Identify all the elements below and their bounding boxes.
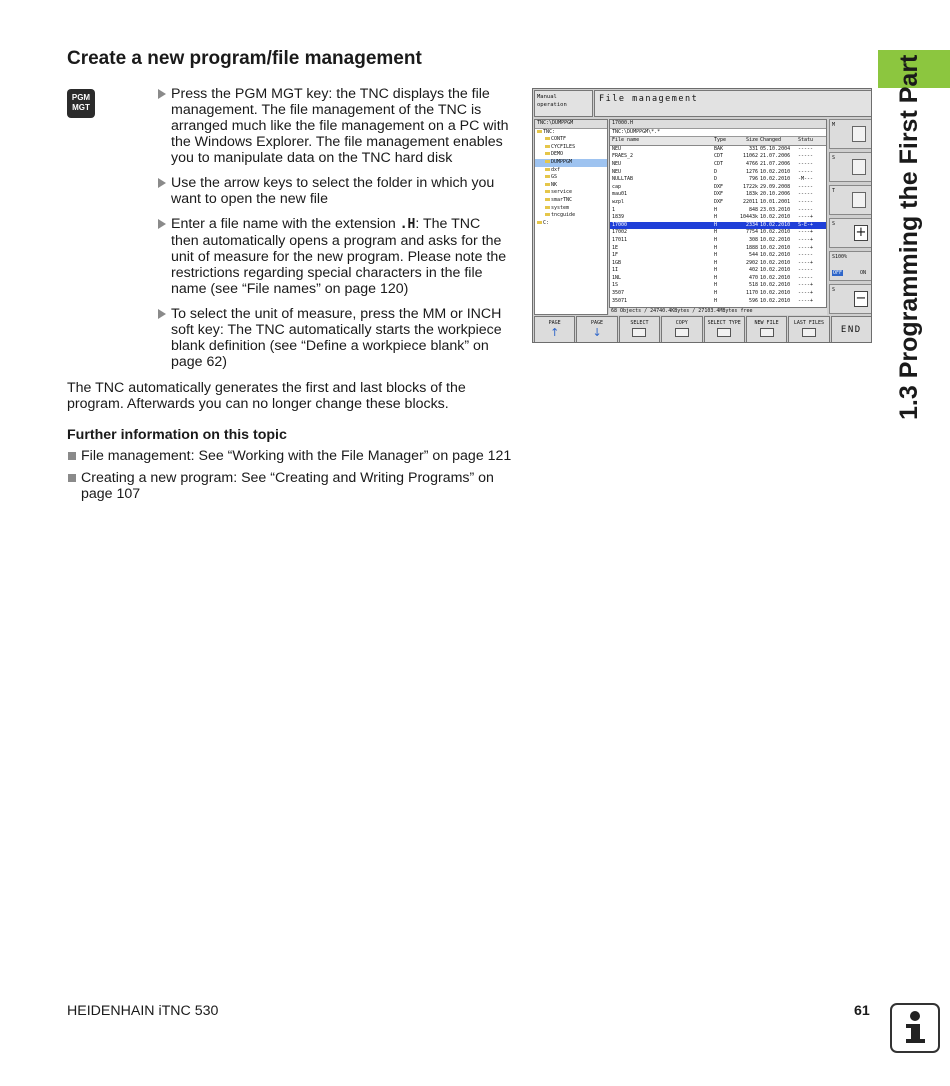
file-cell-type: H — [714, 267, 718, 274]
file-cell-status: ----+ — [798, 290, 814, 297]
softkey-copy[interactable] — [661, 316, 702, 343]
tree-node-label: GS — [551, 174, 558, 181]
file-row[interactable] — [610, 237, 826, 245]
step-arrow-icon — [158, 219, 166, 229]
tree-path: TNC:\DUMPPGM — [535, 120, 607, 129]
tree-node-label: DEMO — [551, 151, 564, 158]
tree-node-label: NK — [551, 181, 558, 188]
file-cell-type: CDT — [714, 153, 724, 160]
file-row[interactable] — [610, 184, 826, 192]
side-key-label: S — [832, 287, 836, 293]
file-cell-status: ----+ — [798, 282, 814, 289]
side-key-label: T — [832, 188, 836, 194]
file-cell-status: ----+ — [798, 244, 814, 251]
file-cell-type: H — [714, 297, 718, 304]
file-cell-type: D — [714, 176, 718, 183]
file-cell-status: ----- — [798, 267, 814, 274]
file-cell-size: 402 — [748, 267, 758, 274]
tree-node-label: TNC: — [543, 128, 556, 135]
file-cell-type: H — [714, 244, 718, 251]
side-key-t[interactable] — [829, 185, 872, 215]
softkey-row — [534, 316, 872, 343]
softkey-select[interactable] — [619, 316, 660, 343]
instruction-steps — [158, 86, 510, 379]
file-status-line: 68 Objects / 24740.4KBytes / 27103.4MBytes free — [609, 307, 827, 315]
folder-icon — [545, 160, 550, 163]
list-filter-path: TNC:\DUMPPGM\*.* — [610, 129, 826, 138]
file-cell-type: H — [714, 274, 718, 281]
file-list[interactable] — [609, 119, 827, 315]
side-key-spindle-plus[interactable] — [829, 218, 872, 248]
last-files-icon — [802, 328, 816, 337]
step-4 — [158, 306, 510, 370]
file-cell-type: H — [714, 290, 718, 297]
file-cell-size: 1170 — [745, 290, 758, 297]
file-row[interactable] — [610, 290, 826, 298]
up-arrow-icon: ↑ — [550, 326, 560, 339]
file-cell-name: mau01 — [612, 191, 628, 198]
side-key-label: S — [832, 221, 836, 227]
file-cell-name: NULLTAB — [612, 176, 634, 183]
directory-tree[interactable] — [534, 119, 608, 315]
softkey-label: SELECT — [630, 320, 649, 326]
file-row[interactable] — [610, 260, 826, 268]
pgm-mgt-key-icon — [67, 89, 95, 118]
screen-title: File management — [594, 90, 872, 117]
file-cell-name: 1GB — [612, 259, 622, 266]
softkey-label: SELECT TYPE — [707, 320, 741, 326]
file-cell-size: 4766 — [745, 160, 758, 167]
file-row[interactable] — [610, 176, 826, 184]
file-list-header — [610, 137, 826, 146]
list-item — [67, 448, 512, 464]
folder-icon — [545, 152, 550, 155]
file-cell-size: 1888 — [745, 244, 758, 251]
file-cell-size: 11062 — [742, 153, 758, 160]
tree-node[interactable] — [535, 189, 607, 197]
tree-node[interactable] — [535, 220, 607, 228]
pgm-key-line1: PGM — [71, 93, 91, 102]
file-cell-type: BAK — [714, 145, 724, 152]
folder-icon — [545, 183, 550, 186]
tree-node[interactable] — [535, 129, 607, 137]
file-cell-name: 1I — [612, 267, 619, 274]
file-row[interactable] — [610, 245, 826, 253]
file-cell-changed: 10.02.2010 — [760, 259, 791, 266]
page-number: 61 — [854, 1003, 870, 1019]
file-cell-changed: 10.02.2010 — [760, 290, 791, 297]
file-cell-name: 1NL — [612, 274, 622, 281]
file-cell-status: ----- — [798, 183, 814, 190]
file-cell-status: ----- — [798, 206, 814, 213]
softkey-last-files[interactable] — [788, 316, 829, 343]
file-cell-size: 848 — [748, 206, 758, 213]
file-cell-name: 3507 — [612, 290, 625, 297]
file-row[interactable] — [610, 161, 826, 169]
pgm-key-line2: MGT — [72, 103, 90, 112]
softkey-label: COPY — [675, 320, 688, 326]
file-cell-name: FRAES_2 — [612, 153, 634, 160]
file-cell-name: 1839 — [612, 214, 625, 221]
file-cell-type: CDT — [714, 160, 724, 167]
softkey-label: PAGE — [591, 320, 604, 326]
footer-manual-name: HEIDENHAIN iTNC 530 — [67, 1003, 219, 1019]
file-cell-changed: 05.10.2004 — [760, 145, 791, 152]
file-cell-type: H — [714, 221, 718, 228]
further-info-list — [67, 448, 512, 508]
file-cell-changed: 21.07.2006 — [760, 160, 791, 167]
step-4-text: To select the unit of measure, press the MM or INCH soft key: The TNC automatically starts the workpiece blank definition (see “Define a workpiece blank” on page 62) — [171, 306, 502, 370]
file-cell-status: -M--- — [798, 176, 814, 183]
operating-mode-box — [534, 90, 593, 117]
file-cell-name: cap — [612, 183, 622, 190]
file-cell-size: 183k — [745, 191, 758, 198]
file-cell-status: ----- — [798, 191, 814, 198]
step-arrow-icon — [158, 89, 166, 99]
file-cell-status: ----+ — [798, 259, 814, 266]
file-cell-type: H — [714, 252, 718, 259]
tree-node[interactable] — [535, 159, 607, 167]
file-cell-size: 1276 — [745, 168, 758, 175]
file-cell-changed: 10.02.2010 — [760, 229, 791, 236]
bullet-square-icon — [68, 452, 76, 460]
toggle-off: OFF — [833, 270, 843, 276]
tree-node[interactable] — [535, 144, 607, 152]
file-row[interactable] — [610, 153, 826, 161]
tree-node[interactable] — [535, 151, 607, 159]
file-cell-status: ----- — [798, 160, 814, 167]
file-cell-changed: 21.07.2006 — [760, 153, 791, 160]
side-key-label: M — [832, 122, 836, 128]
file-cell-type: H — [714, 282, 718, 289]
side-key-s[interactable] — [829, 152, 872, 182]
file-cell-changed: 10.02.2010 — [760, 236, 791, 243]
side-key-override[interactable] — [829, 251, 872, 281]
tree-node[interactable] — [535, 136, 607, 144]
further-info-heading: Further information on this topic — [67, 427, 287, 443]
tree-node[interactable] — [535, 182, 607, 190]
file-cell-size: 2902 — [745, 259, 758, 266]
file-cell-type: D — [714, 168, 718, 175]
mode-line1: Manual — [537, 94, 557, 100]
file-cell-name: 17002 — [612, 229, 628, 236]
file-row[interactable] — [610, 214, 826, 222]
file-row[interactable] — [610, 267, 826, 275]
file-cell-name: NEU — [612, 145, 622, 152]
file-cell-name: NEU — [612, 160, 622, 167]
copy-abc-xyz-icon — [675, 328, 689, 337]
folder-icon — [545, 137, 550, 140]
file-cell-changed: 10.02.2010 — [760, 176, 791, 183]
down-arrow-icon: ↓ — [592, 326, 602, 339]
file-cell-status: ----- — [798, 252, 814, 259]
file-row[interactable] — [610, 207, 826, 215]
file-cell-changed: 10.02.2010 — [760, 214, 791, 221]
file-row[interactable] — [610, 222, 826, 230]
list-item-text: File management: See “Working with the File Manager” on page 121 — [81, 448, 512, 464]
softkey-new-file[interactable] — [746, 316, 787, 343]
minus-icon: − — [855, 291, 867, 306]
folder-icon — [545, 175, 550, 178]
file-cell-size: 796 — [748, 176, 758, 183]
tree-node-label: CONTF — [551, 136, 567, 143]
file-row[interactable] — [610, 275, 826, 283]
tree-node-label: smarTNC — [551, 196, 573, 203]
section-title: Create a new program/file management — [67, 48, 422, 69]
file-cell-type: H — [714, 206, 718, 213]
file-row[interactable] — [610, 191, 826, 199]
file-cell-size: 7754 — [745, 229, 758, 236]
file-cell-changed: 10.02.2010 — [760, 221, 791, 228]
folder-icon — [537, 221, 542, 224]
side-key-label: S — [832, 155, 836, 161]
file-row[interactable] — [610, 252, 826, 260]
select-file-icon — [632, 328, 646, 337]
file-cell-changed: 10.01.2001 — [760, 198, 791, 205]
softkey-label: NEW FILE — [754, 320, 779, 326]
file-cell-name: 17000 — [612, 221, 628, 228]
chapter-side-title: 1.3 Programming the First Part — [895, 54, 923, 420]
tree-node[interactable] — [535, 212, 607, 220]
folder-icon — [545, 206, 550, 209]
folder-icon — [545, 198, 550, 201]
plus-icon: + — [855, 225, 867, 240]
softkey-end[interactable]: END — [831, 316, 872, 343]
side-softkey-column — [829, 119, 872, 315]
info-i-icon — [890, 1003, 940, 1053]
file-cell-size: 518 — [748, 282, 758, 289]
file-cell-changed: 23.03.2010 — [760, 206, 791, 213]
tree-node-label: tncguide — [551, 212, 576, 219]
file-cell-status: ----- — [798, 153, 814, 160]
file-cell-status: ----- — [798, 274, 814, 281]
tree-node[interactable] — [535, 174, 607, 182]
tree-node-label: C: — [543, 219, 550, 226]
file-cell-changed: 29.09.2008 — [760, 183, 791, 190]
softkey-page-up[interactable] — [534, 316, 575, 343]
file-cell-size: 1722k — [742, 183, 758, 190]
step-3-code: .H — [399, 217, 416, 232]
file-cell-status: ----- — [798, 198, 814, 205]
file-cell-changed: 10.02.2010 — [760, 244, 791, 251]
tree-node-label: DUMPPGM — [551, 158, 573, 165]
side-key-m[interactable] — [829, 119, 872, 149]
file-cell-name: NEU — [612, 168, 622, 175]
step-1-text: Press the PGM MGT key: the TNC displays the file management. The file management of the TNC is arranged much like the file management on a PC with the Windows Explorer. The file management enables you to manipulate data on the TNC hard disk — [171, 86, 509, 166]
folder-icon — [545, 213, 550, 216]
toggle-on: ON — [860, 270, 867, 276]
file-row[interactable] — [610, 229, 826, 237]
folder-icon — [545, 168, 550, 171]
tree-node-label: dxf — [551, 166, 561, 173]
tool-icon — [852, 192, 866, 208]
tree-node[interactable] — [535, 197, 607, 205]
folder-icon — [537, 130, 542, 133]
mode-line2: operation — [537, 102, 567, 108]
file-cell-changed: 10.02.2010 — [760, 282, 791, 289]
file-cell-type: DXF — [714, 198, 724, 205]
file-cell-size: 2334 — [745, 221, 758, 228]
tree-node[interactable] — [535, 205, 607, 213]
step-arrow-icon — [158, 178, 166, 188]
file-cell-name: 1F — [612, 252, 619, 259]
file-cell-type: DXF — [714, 183, 724, 190]
header-name[interactable]: File name — [612, 137, 640, 144]
file-cell-type: H — [714, 214, 718, 221]
body-paragraph: The TNC automatically generates the first and last blocks of the program. Afterwards you can no longer change these blocks. — [67, 380, 466, 412]
step-arrow-icon — [158, 309, 166, 319]
file-row[interactable] — [610, 199, 826, 207]
softkey-label: PAGE — [548, 320, 561, 326]
bullet-square-icon — [68, 474, 76, 482]
file-cell-changed: 10.02.2010 — [760, 252, 791, 259]
file-cell-status: S-E-+ — [798, 221, 814, 228]
file-cell-size: 22011 — [742, 198, 758, 205]
softkey-select-type[interactable] — [704, 316, 745, 343]
file-cell-status: ----- — [798, 145, 814, 152]
file-cell-name: 1E — [612, 244, 619, 251]
header-type[interactable]: Type — [714, 137, 727, 144]
file-cell-changed: 10.02.2010 — [760, 297, 791, 304]
file-cell-size: 544 — [748, 252, 758, 259]
select-type-icon — [717, 328, 731, 337]
side-key-label: S100% — [832, 254, 848, 260]
tree-node-label: service — [551, 189, 573, 196]
file-cell-size: 10443k — [739, 214, 758, 221]
file-cell-status: ----- — [798, 168, 814, 175]
tree-node-label: system — [551, 204, 570, 211]
file-row[interactable] — [610, 282, 826, 290]
step-3-text-after: : The TNC then automatically opens a program and asks for the unit of measure for the new program. Please note the restrictions regarding special characters in the file name (see “File names” on page 120) — [171, 216, 507, 297]
file-cell-type: H — [714, 236, 718, 243]
list-path: 17000.H — [610, 120, 826, 129]
file-cell-changed: 10.02.2010 — [760, 274, 791, 281]
tree-node-label: CYCFILES — [551, 143, 576, 150]
list-item-text: Creating a new program: See “Creating and Writing Programs” on page 107 — [81, 470, 494, 502]
step-2 — [158, 175, 510, 207]
file-cell-name: 1S — [612, 282, 619, 289]
file-cell-changed: 10.02.2010 — [760, 168, 791, 175]
file-cell-name: 17011 — [612, 236, 628, 243]
file-cell-size: 331 — [748, 145, 758, 152]
file-cell-name: 35071 — [612, 297, 628, 304]
step-3-text-before: Enter a file name with the extension — [171, 216, 400, 232]
file-row[interactable] — [610, 298, 826, 306]
header-size[interactable]: Size — [745, 137, 758, 144]
folder-icon — [545, 145, 550, 148]
file-row[interactable] — [610, 146, 826, 154]
file-cell-status: ----+ — [798, 229, 814, 236]
machine-function-icon — [852, 126, 866, 142]
file-cell-status: ----+ — [798, 297, 814, 304]
softkey-label: LAST FILES — [793, 320, 824, 326]
file-cell-type: H — [714, 229, 718, 236]
list-item — [67, 470, 512, 502]
file-cell-size: 596 — [748, 297, 758, 304]
file-cell-name: wzpl — [612, 198, 625, 205]
tree-node[interactable] — [535, 167, 607, 175]
file-cell-size: 470 — [748, 274, 758, 281]
file-cell-type: H — [714, 259, 718, 266]
file-cell-size: 308 — [748, 236, 758, 243]
file-cell-name: 1 — [612, 206, 616, 213]
header-changed[interactable]: Changed — [760, 137, 782, 144]
header-status[interactable]: Statu — [798, 137, 814, 144]
file-cell-status: ----+ — [798, 236, 814, 243]
step-2-text: Use the arrow keys to select the folder in which you want to open the new file — [171, 175, 495, 207]
file-cell-status: ----+ — [798, 214, 814, 221]
file-cell-changed: 10.02.2010 — [760, 267, 791, 274]
side-key-spindle-minus[interactable] — [829, 284, 872, 314]
softkey-page-down[interactable] — [576, 316, 617, 343]
file-cell-type: DXF — [714, 191, 724, 198]
file-cell-changed: 20.10.2006 — [760, 191, 791, 198]
new-file-icon — [760, 328, 774, 337]
file-row[interactable] — [610, 169, 826, 177]
spindle-icon — [852, 159, 866, 175]
step-3 — [158, 216, 510, 297]
step-1 — [158, 86, 510, 166]
tnc-file-management-screen — [532, 88, 872, 343]
folder-icon — [545, 190, 550, 193]
